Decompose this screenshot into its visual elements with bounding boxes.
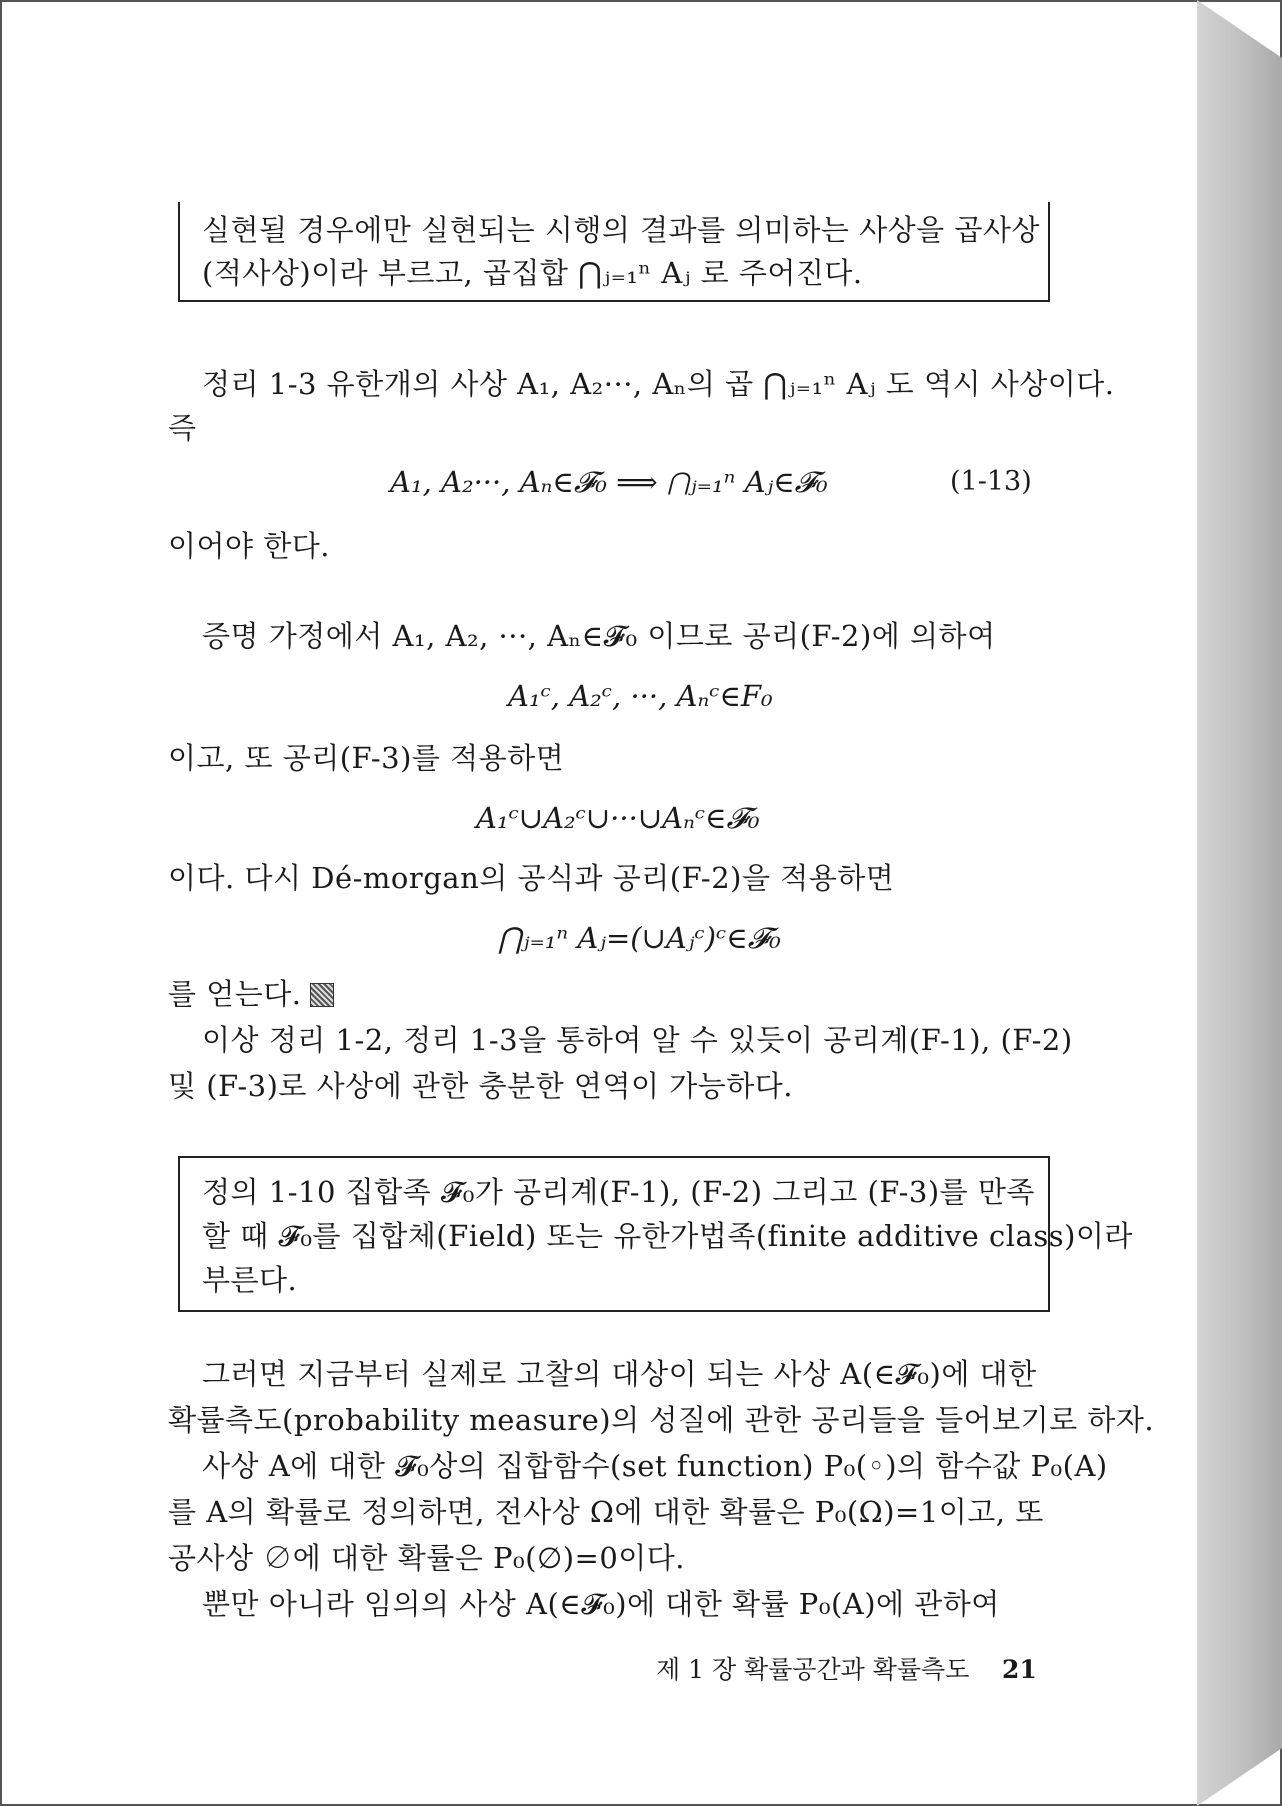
- chapter-footer: 제 1 장 확률공간과 확률측도: [656, 1655, 970, 1684]
- qed-square-icon: [310, 983, 334, 1007]
- definition-line3: 부른다.: [202, 1263, 298, 1297]
- document-page: [2, 2, 1197, 1802]
- equation-1-13: A₁, A₂···, Aₙ∈𝓕₀ ⟹ ⋂ⱼ₌₁ⁿ Aⱼ∈𝓕₀: [390, 465, 828, 499]
- paragraph2-line5: 공사상 ∅에 대한 확률은 P₀(∅)=0이다.: [168, 1541, 686, 1575]
- proof-conclusion: 를 얻는다.: [168, 977, 302, 1011]
- page-number: 21: [1002, 1655, 1037, 1684]
- proof-line4: [168, 976, 334, 1012]
- page-edge-shadow: [1197, 0, 1282, 1806]
- definition-line1: 정의 1-10 집합족 𝓕₀가 공리계(F-1), (F-2) 그리고 (F-3)를 만족: [202, 1175, 1035, 1209]
- paragraph1-line2: 및 (F-3)로 사상에 관한 충분한 연역이 가능하다.: [168, 1069, 793, 1103]
- paragraph2-line3: 사상 A에 대한 𝓕₀상의 집합함수(set function) P₀(◦)의 함수값 P₀(A): [202, 1449, 1108, 1483]
- theorem-1-3-jeuk: 즉: [168, 411, 197, 445]
- paragraph2-line2: 확률측도(probability measure)의 성질에 관한 공리들을 들어보기로 하자.: [168, 1403, 1155, 1437]
- proof-eq3: ⋂ⱼ₌₁ⁿ Aⱼ=(∪Aⱼᶜ)ᶜ∈𝓕₀: [498, 921, 781, 955]
- proof-eq2: A₁ᶜ∪A₂ᶜ∪···∪Aₙᶜ∈𝓕₀: [476, 801, 760, 835]
- proof-line1: 증명 가정에서 A₁, A₂, ···, Aₙ∈𝓕₀ 이므로 공리(F-2)에 의하여: [202, 619, 996, 653]
- proof-line3: 이다. 다시 Dé-morgan의 공식과 공리(F-2)을 적용하면: [168, 861, 895, 895]
- equation-number: (1-13): [950, 466, 1032, 497]
- paragraph2-line4: 를 A의 확률로 정의하면, 전사상 Ω에 대한 확률은 P₀(Ω)=1이고, 또: [168, 1495, 1044, 1529]
- theorem-1-3-end: 이어야 한다.: [168, 529, 331, 563]
- definition-line2: 할 때 𝓕₀를 집합체(Field) 또는 유한가법족(finite additive class)이라: [202, 1219, 1133, 1253]
- proof-line2: 이고, 또 공리(F-3)를 적용하면: [168, 741, 565, 775]
- paragraph2-line6: 뿐만 아니라 임의의 사상 A(∈𝓕₀)에 대한 확률 P₀(A)에 관하여: [202, 1587, 1000, 1621]
- paragraph1-line1: 이상 정리 1-2, 정리 1-3을 통하여 알 수 있듯이 공리계(F-1), (F-2): [202, 1023, 1073, 1057]
- proof-eq1: A₁ᶜ, A₂ᶜ, ···, Aₙᶜ∈F₀: [508, 679, 773, 713]
- box1-line1: 실현될 경우에만 실현되는 시행의 결과를 의미하는 사상을 곱사상: [202, 213, 1040, 247]
- box1-line2: (적사상)이라 부르고, 곱집합 ⋂ⱼ₌₁ⁿ Aⱼ 로 주어진다.: [202, 256, 863, 290]
- theorem-1-3-statement: 정리 1-3 유한개의 사상 A₁, A₂···, Aₙ의 곱 ⋂ⱼ₌₁ⁿ Aⱼ 도 역시 사상이다.: [202, 367, 1115, 401]
- paragraph2-line1: 그러면 지금부터 실제로 고찰의 대상이 되는 사상 A(∈𝓕₀)에 대한: [202, 1357, 1037, 1391]
